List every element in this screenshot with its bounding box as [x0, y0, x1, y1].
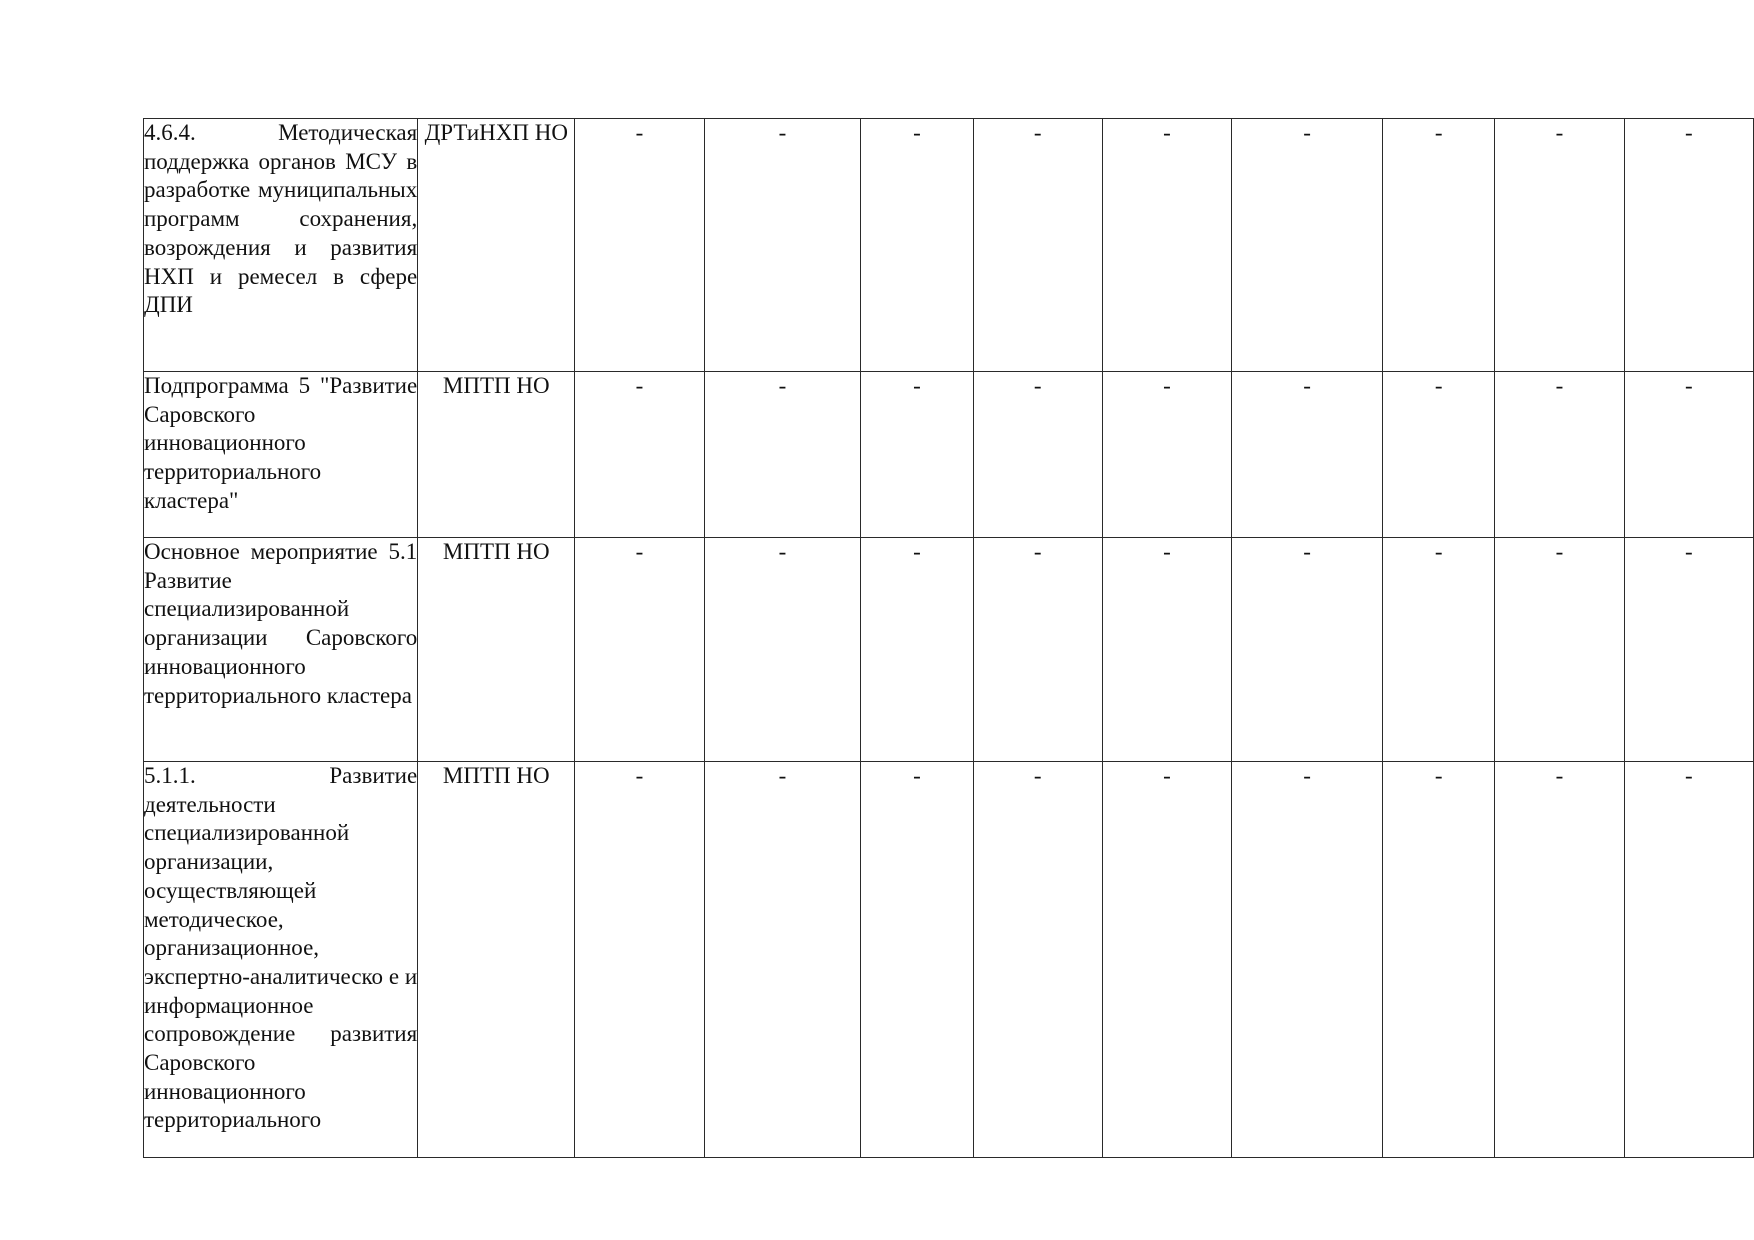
- value-cell: -: [1232, 372, 1383, 538]
- value-cell: -: [1383, 538, 1495, 762]
- value-cell: -: [973, 538, 1102, 762]
- value-cell: -: [575, 119, 704, 372]
- value-cell: -: [575, 372, 704, 538]
- value-cell: -: [973, 119, 1102, 372]
- value-cell: -: [575, 762, 704, 1158]
- value-cell: -: [1102, 119, 1231, 372]
- value-cell: -: [1383, 762, 1495, 1158]
- value-cell: -: [1624, 119, 1753, 372]
- value-cell: -: [1495, 538, 1624, 762]
- program-activities-table: [143, 118, 1754, 1158]
- value-cell: -: [1102, 762, 1231, 1158]
- table-row: [144, 119, 1754, 372]
- value-cell: -: [1102, 372, 1231, 538]
- value-cell: -: [1383, 372, 1495, 538]
- value-cell: -: [1232, 119, 1383, 372]
- activity-name-cell: Подпрограмма 5 "Развитие Саровского инновационного территориального кластера": [144, 372, 418, 538]
- executor-cell: ДРТиНХП НО: [418, 119, 575, 372]
- value-cell: -: [704, 372, 861, 538]
- value-cell: -: [704, 538, 861, 762]
- table-row: [144, 762, 1754, 1158]
- value-cell: -: [575, 538, 704, 762]
- value-cell: -: [973, 372, 1102, 538]
- value-cell: -: [861, 762, 973, 1158]
- value-cell: -: [1495, 119, 1624, 372]
- value-cell: -: [1495, 762, 1624, 1158]
- executor-cell: МПТП НО: [418, 372, 575, 538]
- value-cell: -: [861, 119, 973, 372]
- table-row: [144, 538, 1754, 762]
- executor-cell: МПТП НО: [418, 538, 575, 762]
- value-cell: -: [973, 762, 1102, 1158]
- table-row: [144, 372, 1754, 538]
- activity-name-cell: Основное мероприятие 5.1 Развитие специализированной организации Саровского инновационного территориального кластера: [144, 538, 418, 762]
- activity-name-cell: 5.1.1. Развитие деятельности специализированной организации, осуществляющей методическое, организационное, экспертно-аналитическо е и информационное сопровождение развития Саровского инновационного территориального: [144, 762, 418, 1158]
- value-cell: -: [861, 538, 973, 762]
- value-cell: -: [1383, 119, 1495, 372]
- value-cell: -: [1624, 762, 1753, 1158]
- value-cell: -: [1624, 538, 1753, 762]
- activity-name-cell: 4.6.4. Методическая поддержка органов МСУ в разработке муниципальных программ сохранения, возрождения и развития НХП и ремесел в сфере ДПИ: [144, 119, 418, 372]
- value-cell: -: [1232, 762, 1383, 1158]
- value-cell: -: [1495, 372, 1624, 538]
- value-cell: -: [1624, 372, 1753, 538]
- value-cell: -: [704, 119, 861, 372]
- value-cell: -: [861, 372, 973, 538]
- value-cell: -: [1232, 538, 1383, 762]
- value-cell: -: [1102, 538, 1231, 762]
- value-cell: -: [704, 762, 861, 1158]
- executor-cell: МПТП НО: [418, 762, 575, 1158]
